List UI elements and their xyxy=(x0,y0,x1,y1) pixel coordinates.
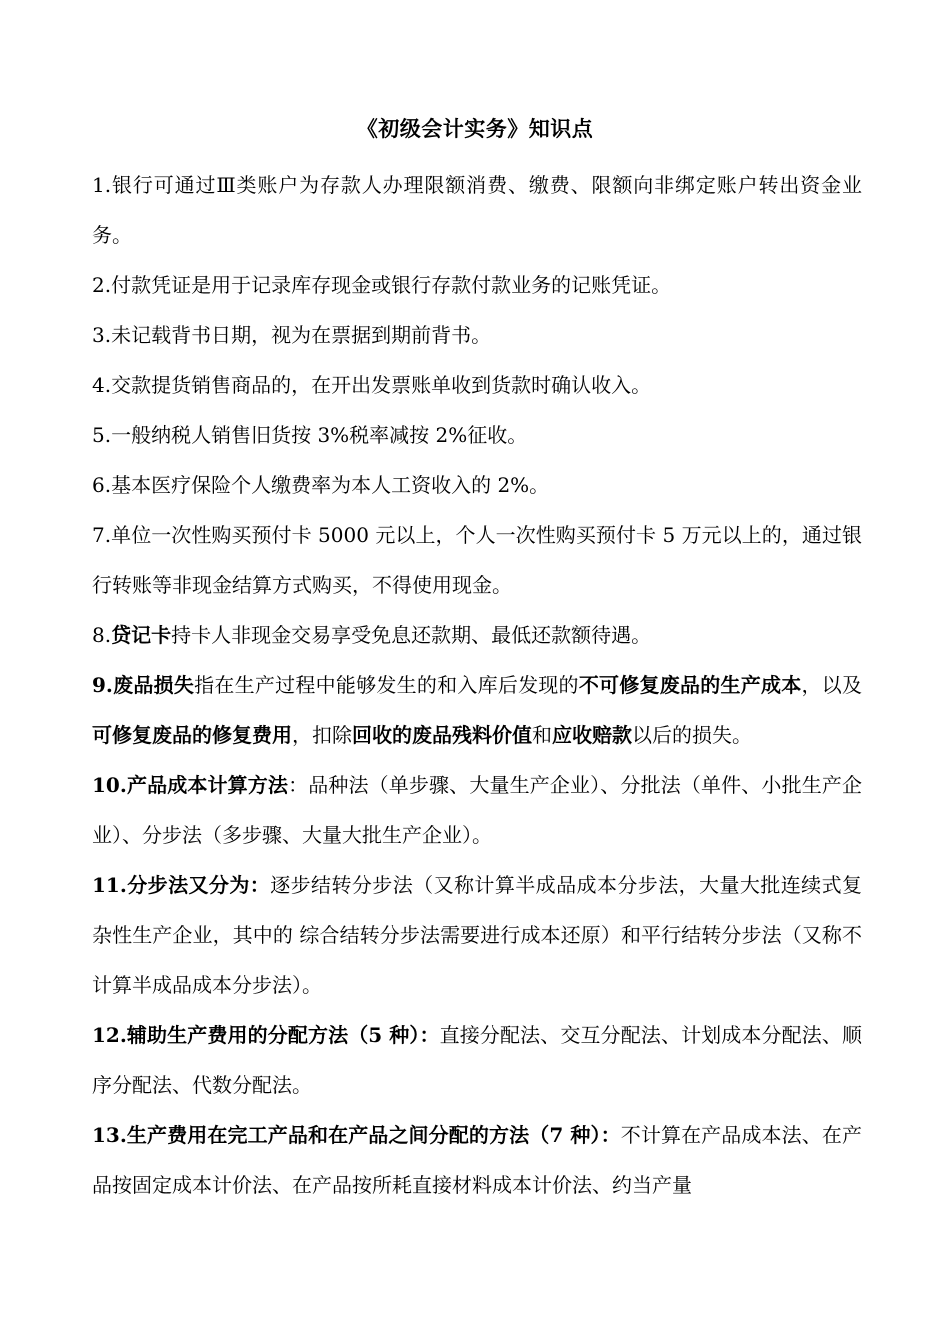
knowledge-point-10 xyxy=(92,760,862,860)
text-segment: 4. xyxy=(92,373,112,397)
document-title: 《初级会计实务》知识点 xyxy=(356,116,594,141)
text-segment: 付款凭证是用于记录库存现金或银行存款付款业务的记账凭证。 xyxy=(111,273,672,297)
text-segment: 单位一次性购买预付卡 5000 元以上，个人一次性购买预付卡 5 万元以上的，通过银行转账等非现金结算方式购买，不得使用现金。 xyxy=(92,523,862,597)
text-segment: 5. xyxy=(92,423,112,447)
bold-text-segment: 13. xyxy=(92,1123,127,1147)
text-segment: 银行可通过Ⅲ类账户为存款人办理限额消费、缴费、限额向非绑定账户转出资金业务。 xyxy=(92,173,862,247)
knowledge-point-6 xyxy=(92,460,862,510)
text-segment: 逐步结转分步法（又称计算半成品成本分步法，大量大批连续式复杂性生产企业，其中的 综合结转分步法需要进行成本还原）和平行结转分步法（又称不计算半成品成本分步法）。 xyxy=(92,873,863,997)
knowledge-point-5 xyxy=(92,410,862,460)
bold-text-segment: 不可修复废品的生产成本 xyxy=(578,673,802,697)
text-segment: 交款提货销售商品的，在开出发票账单收到货款时确认收入。 xyxy=(111,373,652,397)
document-body xyxy=(92,160,862,1210)
knowledge-point-3 xyxy=(92,310,862,360)
text-segment: 7. xyxy=(92,523,112,547)
text-segment: 3. xyxy=(92,323,112,347)
text-segment: 以后的损失。 xyxy=(632,723,752,747)
bold-text-segment: 生产费用在完工产品和在产品之间分配的方法（7 种）： xyxy=(126,1123,621,1147)
knowledge-point-7 xyxy=(92,510,862,610)
text-segment: 直接分配法、交互分配法、计划成本分配法、顺序分配法、代数分配法。 xyxy=(92,1023,863,1097)
text-segment: ，以及 xyxy=(801,673,863,697)
bold-text-segment: 可修复废品的修复费用 xyxy=(92,723,292,747)
bold-text-segment: 9. xyxy=(92,673,113,697)
text-segment: ，扣除 xyxy=(292,723,352,747)
bold-text-segment: 11. xyxy=(92,873,127,897)
text-segment: 1. xyxy=(92,173,112,197)
bold-text-segment: 贷记卡 xyxy=(111,623,172,647)
knowledge-point-11 xyxy=(92,860,862,1010)
bold-text-segment: 12. xyxy=(92,1023,127,1047)
text-segment: 2. xyxy=(92,273,112,297)
knowledge-point-4 xyxy=(92,360,862,410)
knowledge-point-8 xyxy=(92,610,862,660)
text-segment: 持卡人非现金交易享受免息还款期、最低还款额待遇。 xyxy=(171,623,652,647)
bold-text-segment: 分步法又分为： xyxy=(126,873,271,897)
knowledge-point-9 xyxy=(92,660,862,760)
knowledge-point-1 xyxy=(92,160,862,260)
text-segment: 6. xyxy=(92,473,112,497)
knowledge-point-12 xyxy=(92,1010,862,1110)
bold-text-segment: 产品成本计算方法 xyxy=(126,773,289,797)
text-segment: 指在生产过程中能够发生的和入库后发现的 xyxy=(194,673,579,697)
text-segment: 和 xyxy=(532,723,552,747)
bold-text-segment: 10. xyxy=(92,773,127,797)
text-segment: 一般纳税人销售旧货按 3%税率减按 2%征收。 xyxy=(111,423,528,447)
text-segment: ：品种法（单步骤、大量生产企业）、分批法（单件、小批生产企业）、分步法（多步骤、大量大批生产企业）。 xyxy=(92,773,862,847)
bold-text-segment: 应收赔款 xyxy=(552,723,632,747)
knowledge-point-13 xyxy=(92,1110,862,1210)
knowledge-point-2 xyxy=(92,260,862,310)
text-segment: 未记载背书日期，视为在票据到期前背书。 xyxy=(111,323,492,347)
text-segment: 8. xyxy=(92,623,112,647)
bold-text-segment: 回收的废品残料价值 xyxy=(352,723,532,747)
bold-text-segment: 辅助生产费用的分配方法（5 种）： xyxy=(126,1023,440,1047)
text-segment: 基本医疗保险个人缴费率为本人工资收入的 2%。 xyxy=(111,473,550,497)
bold-text-segment: 废品损失 xyxy=(112,673,195,697)
text-segment: 不计算在产品成本法、在产品按固定成本计价法、在产品按所耗直接材料成本计价法、约当产量 xyxy=(92,1123,863,1197)
